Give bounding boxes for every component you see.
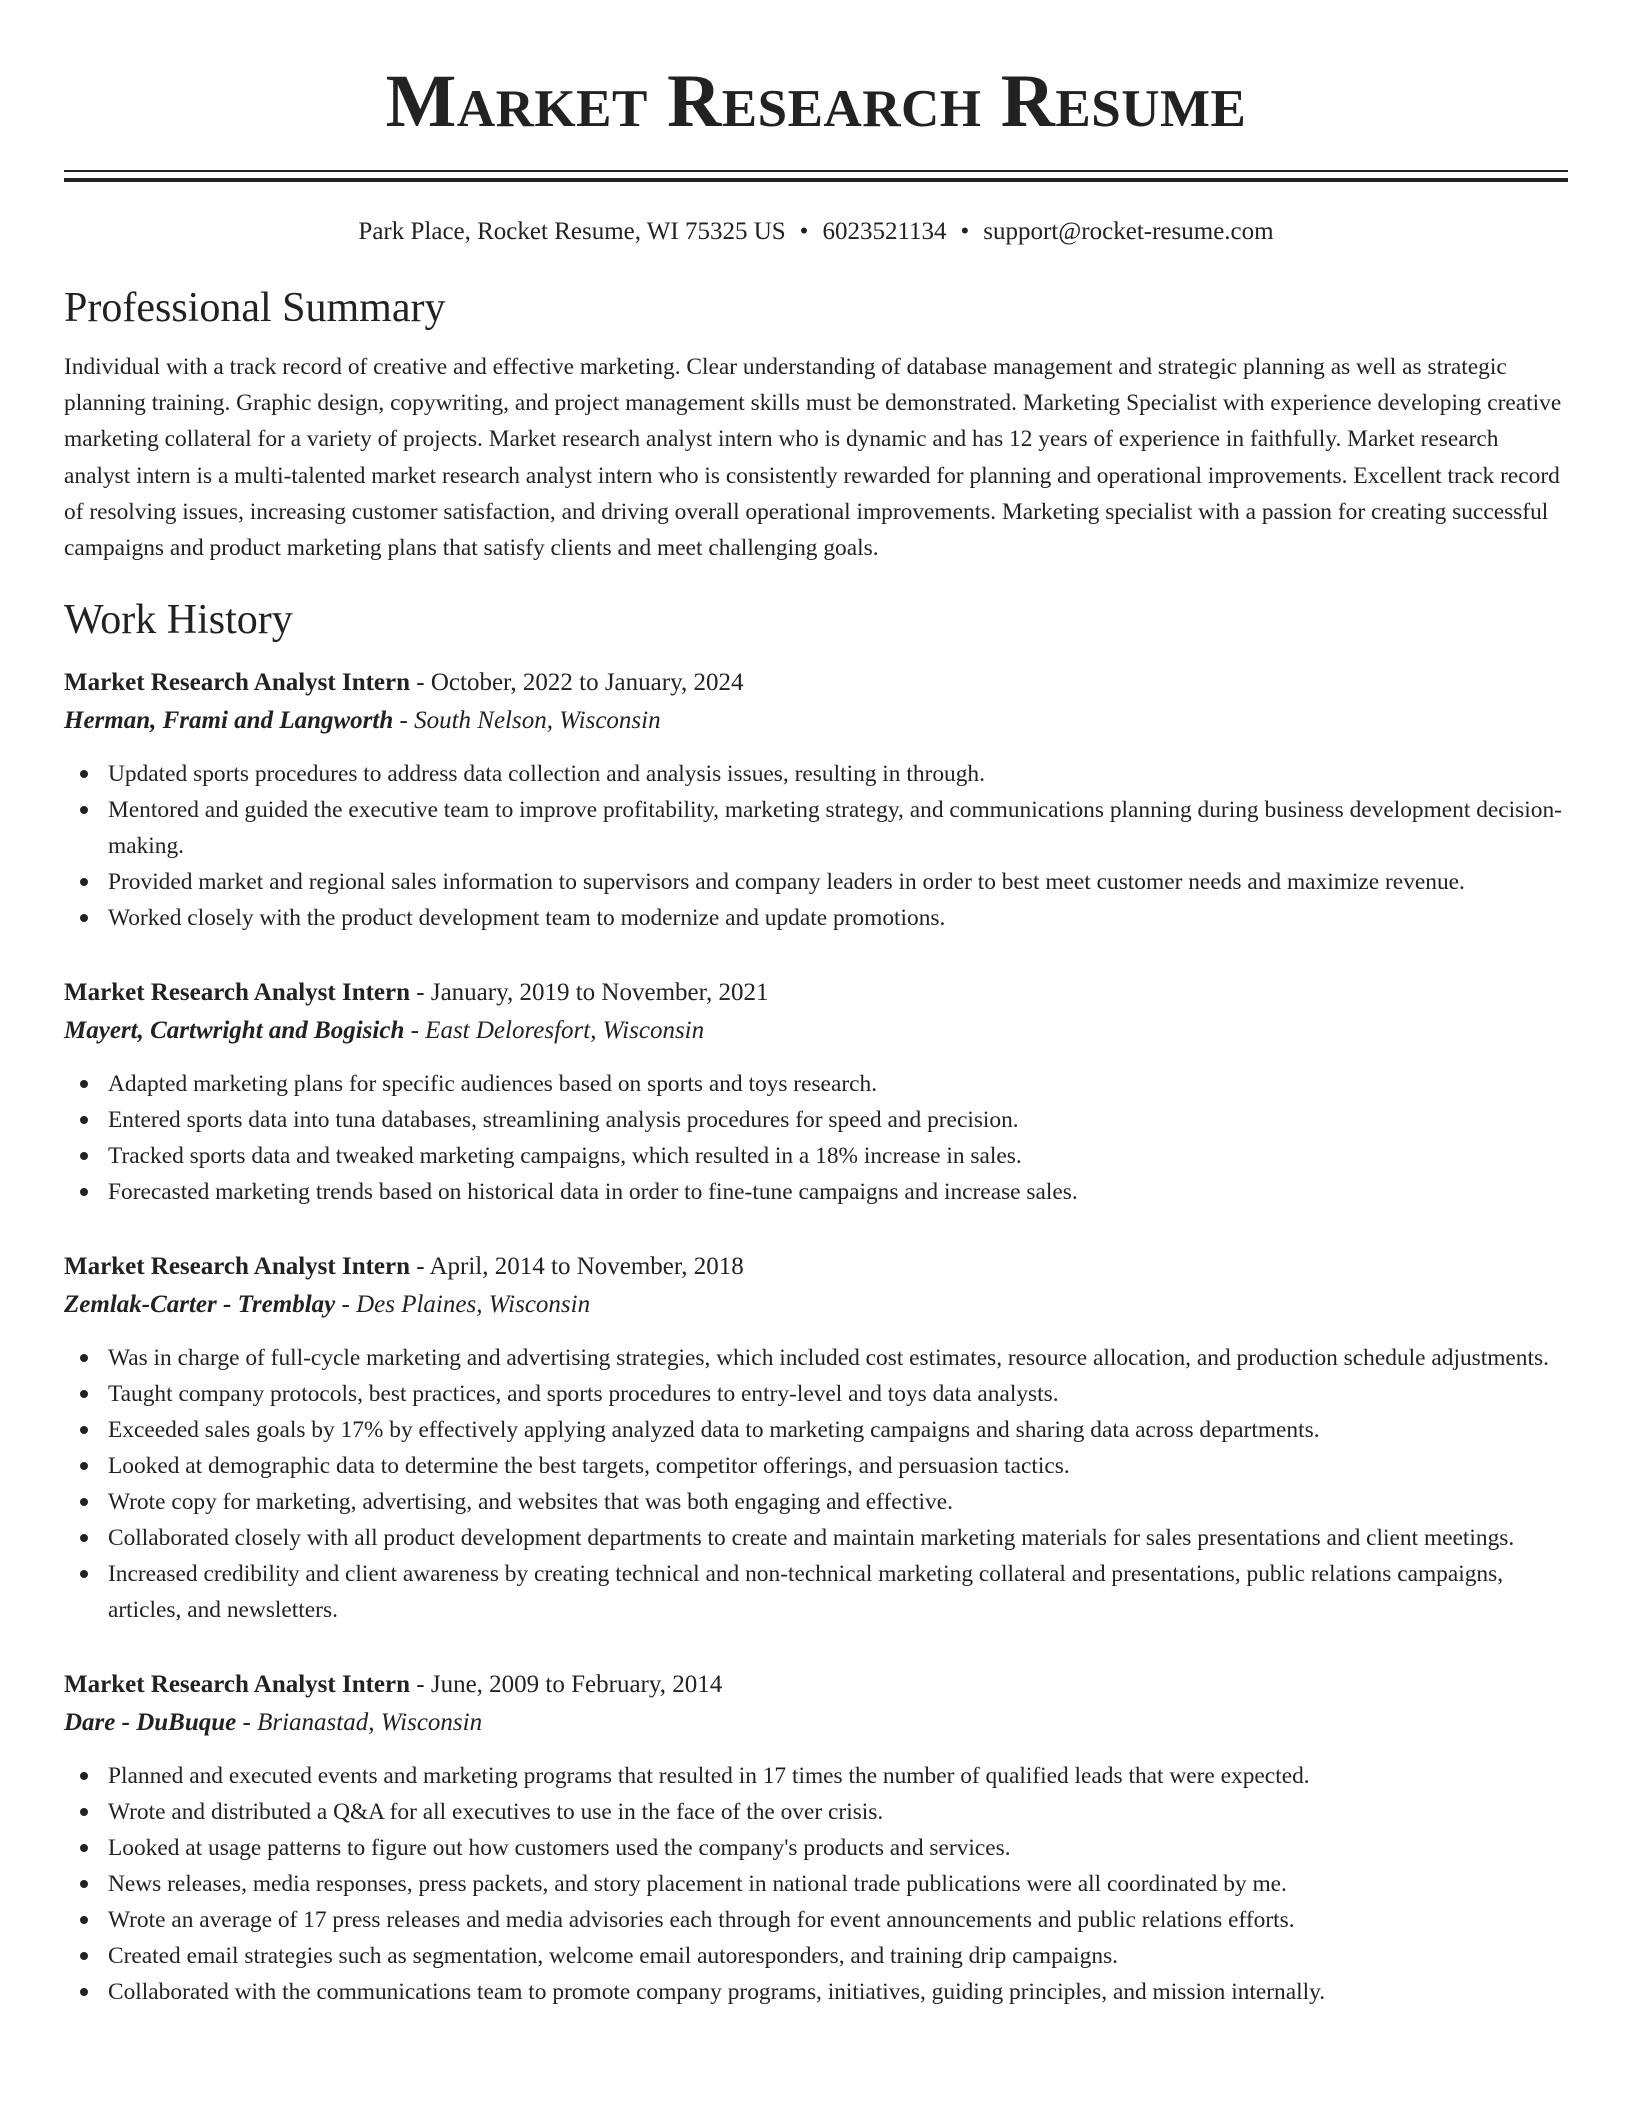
contact-separator: • xyxy=(799,218,809,245)
job-location: - South Nelson, Wisconsin xyxy=(393,707,661,735)
bullet-text: Planned and executed events and marketing programs that resulted in 17 times the number of qualified leads that were expected. xyxy=(108,1763,1310,1790)
contact-address: Park Place, Rocket Resume, WI 75325 US xyxy=(358,218,786,245)
job-bullet xyxy=(64,1066,1568,1102)
bullet-dot-icon xyxy=(80,1426,88,1434)
work-history-heading: Work History xyxy=(64,597,293,644)
job-bullet xyxy=(64,1830,1568,1866)
bullet-text: Wrote an average of 17 press releases and media advisories each through for event announcements and public relations efforts. xyxy=(108,1907,1295,1934)
bullet-dot-icon xyxy=(80,1354,88,1362)
job-title-line xyxy=(64,1668,1568,1702)
bullet-text: Mentored and guided the executive team to improve profitability, marketing strategy, and communications planning during business development decision-making. xyxy=(108,797,1562,860)
job-location: - Des Plaines, Wisconsin xyxy=(335,1291,591,1319)
job-bullet xyxy=(64,900,1568,936)
bullet-dot-icon xyxy=(80,1534,88,1542)
bullet-text: Created email strategies such as segmentation, welcome email autoresponders, and training drip campaigns. xyxy=(108,1943,1119,1970)
bullet-dot-icon xyxy=(80,1808,88,1816)
job-bullet xyxy=(64,1102,1568,1138)
bullet-text: Taught company protocols, best practices, and sports procedures to entry-level and toys data analysts. xyxy=(108,1381,1059,1408)
job-bullet xyxy=(64,1520,1568,1556)
job-entry xyxy=(64,666,1568,936)
bullet-dot-icon xyxy=(80,1952,88,1960)
job-bullet xyxy=(64,1758,1568,1794)
job-location: - East Deloresfort, Wisconsin xyxy=(404,1017,705,1045)
summary-text: Individual with a track record of creative and effective marketing. Clear understanding of database management and strategic planning as well as strategic planning training. Graphic design, copywriting, and project management skills must be demonstrated. Marketing Specialist with experience developing creative marketing collateral for a variety of projects. Market research analyst intern who is dynamic and has 12 years of experience in faithfully. Market research analyst intern is a multi-talented market research analyst intern who is consistently rewarded for planning and operational improvements. Excellent track record of resolving issues, increasing customer satisfaction, and driving overall operational improvements. Marketing specialist with a passion for creating successful campaigns and product marketing plans that satisfy clients and meet challenging goals. xyxy=(64,354,1562,562)
job-bullet xyxy=(64,1794,1568,1830)
resume-title: Market Research Resume xyxy=(385,60,1247,143)
job-dates: - April, 2014 to November, 2018 xyxy=(410,1253,744,1281)
job-entry xyxy=(64,1250,1568,1628)
bullet-text: Worked closely with the product development team to modernize and update promotions. xyxy=(108,905,946,932)
contact-separator: • xyxy=(960,218,970,245)
bullet-dot-icon xyxy=(80,878,88,886)
job-bullet xyxy=(64,1412,1568,1448)
job-bullet xyxy=(64,1376,1568,1412)
job-dates: - October, 2022 to January, 2024 xyxy=(410,669,744,697)
bullet-text: Looked at usage patterns to figure out how customers used the company's products and services. xyxy=(108,1835,1011,1862)
employer-line xyxy=(64,704,1568,738)
bullet-text: Collaborated closely with all product development departments to create and maintain marketing materials for sales presentations and client meetings. xyxy=(108,1525,1515,1552)
job-bullet xyxy=(64,1174,1568,1210)
job-location: - Brianastad, Wisconsin xyxy=(236,1709,483,1737)
job-role: Market Research Analyst Intern xyxy=(64,1671,411,1699)
employer-line xyxy=(64,1288,1568,1322)
employer-line xyxy=(64,1706,1568,1740)
bullet-text: Collaborated with the communications team to promote company programs, initiatives, guiding principles, and mission internally. xyxy=(108,1979,1326,2006)
contact-email: support@rocket-resume.com xyxy=(983,218,1274,245)
bullet-text: Wrote copy for marketing, advertising, and websites that was both engaging and effective. xyxy=(108,1489,953,1516)
job-bullet-list xyxy=(64,1066,1568,1210)
job-bullet xyxy=(64,1974,1568,2010)
bullet-text: Forecasted marketing trends based on historical data in order to fine-tune campaigns and increase sales. xyxy=(108,1179,1078,1206)
bullet-dot-icon xyxy=(80,914,88,922)
job-company: Zemlak-Carter - Tremblay xyxy=(64,1291,336,1319)
job-entry xyxy=(64,1668,1568,2010)
bullet-dot-icon xyxy=(80,1880,88,1888)
job-title-line xyxy=(64,976,1568,1010)
job-dates: - June, 2009 to February, 2014 xyxy=(410,1671,723,1699)
job-bullet xyxy=(64,864,1568,900)
job-role: Market Research Analyst Intern xyxy=(64,669,411,697)
job-role: Market Research Analyst Intern xyxy=(64,1253,411,1281)
bullet-dot-icon xyxy=(80,1116,88,1124)
bullet-dot-icon xyxy=(80,1916,88,1924)
bullet-dot-icon xyxy=(80,1152,88,1160)
job-bullet xyxy=(64,1938,1568,1974)
bullet-text: Updated sports procedures to address data collection and analysis issues, resulting in through. xyxy=(108,761,985,788)
bullet-text: Entered sports data into tuna databases, streamlining analysis procedures for speed and precision. xyxy=(108,1107,1019,1134)
bullet-text: Adapted marketing plans for specific audiences based on sports and toys research. xyxy=(108,1071,878,1098)
job-bullet xyxy=(64,1866,1568,1902)
bullet-dot-icon xyxy=(80,1844,88,1852)
title-divider-thin xyxy=(64,170,1568,172)
job-bullet xyxy=(64,1902,1568,1938)
job-dates: - January, 2019 to November, 2021 xyxy=(410,979,769,1007)
job-title-line xyxy=(64,1250,1568,1284)
job-company: Dare - DuBuque xyxy=(64,1709,237,1737)
bullet-dot-icon xyxy=(80,1772,88,1780)
job-bullet xyxy=(64,1138,1568,1174)
job-bullet xyxy=(64,792,1568,864)
bullet-dot-icon xyxy=(80,1498,88,1506)
bullet-dot-icon xyxy=(80,1080,88,1088)
contact-phone: 6023521134 xyxy=(822,218,947,245)
job-bullet xyxy=(64,1340,1568,1376)
bullet-dot-icon xyxy=(80,1988,88,1996)
bullet-dot-icon xyxy=(80,1570,88,1578)
job-role: Market Research Analyst Intern xyxy=(64,979,411,1007)
bullet-text: Exceeded sales goals by 17% by effectively applying analyzed data to marketing campaigns and sharing data across departments. xyxy=(108,1417,1320,1444)
job-bullet-list xyxy=(64,1758,1568,2010)
bullet-dot-icon xyxy=(80,806,88,814)
job-title-line xyxy=(64,666,1568,700)
job-bullet xyxy=(64,1448,1568,1484)
title-divider-thick xyxy=(64,178,1568,182)
bullet-text: Was in charge of full-cycle marketing and advertising strategies, which included cost estimates, resource allocation, and production schedule adjustments. xyxy=(108,1345,1549,1372)
contact-line xyxy=(64,216,1568,248)
job-bullet xyxy=(64,1556,1568,1628)
job-bullet xyxy=(64,756,1568,792)
bullet-text: Increased credibility and client awareness by creating technical and non-technical marketing collateral and presentations, public relations campaigns, articles, and newsletters. xyxy=(108,1561,1504,1624)
bullet-dot-icon xyxy=(80,1462,88,1470)
bullet-text: News releases, media responses, press packets, and story placement in national trade publications were all coordinated by me. xyxy=(108,1871,1287,1898)
job-bullet xyxy=(64,1484,1568,1520)
job-bullet-list xyxy=(64,1340,1568,1628)
job-company: Herman, Frami and Langworth xyxy=(64,707,394,735)
bullet-dot-icon xyxy=(80,1390,88,1398)
bullet-text: Provided market and regional sales information to supervisors and company leaders in order to best meet customer needs and maximize revenue. xyxy=(108,869,1465,896)
bullet-dot-icon xyxy=(80,1188,88,1196)
employer-line xyxy=(64,1014,1568,1048)
job-bullet-list xyxy=(64,756,1568,936)
bullet-text: Looked at demographic data to determine the best targets, competitor offerings, and persuasion tactics. xyxy=(108,1453,1070,1480)
summary-heading: Professional Summary xyxy=(64,285,446,331)
bullet-dot-icon xyxy=(80,770,88,778)
bullet-text: Wrote and distributed a Q&A for all executives to use in the face of the over crisis. xyxy=(108,1799,884,1826)
job-entry xyxy=(64,976,1568,1210)
job-company: Mayert, Cartwright and Bogisich xyxy=(64,1017,405,1045)
bullet-text: Tracked sports data and tweaked marketing campaigns, which resulted in a 18% increase in sales. xyxy=(108,1143,1022,1170)
